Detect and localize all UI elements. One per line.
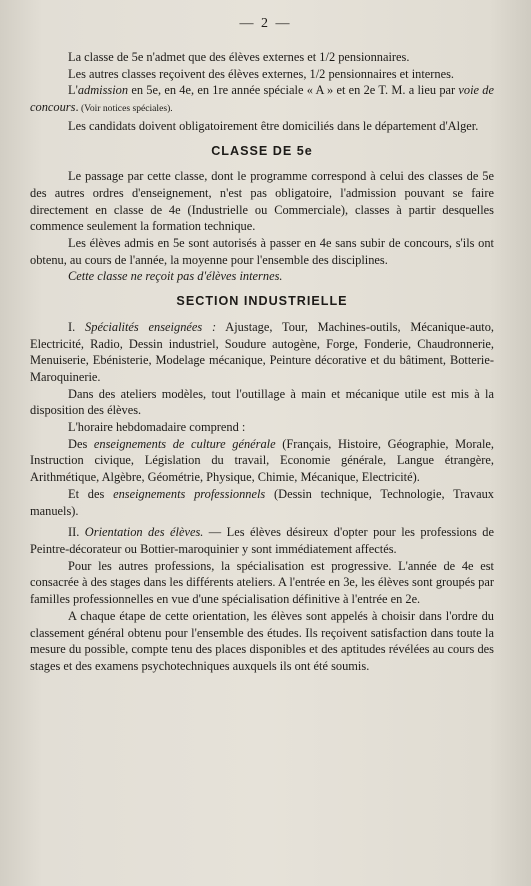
culture-term: enseignements de culture générale xyxy=(93,436,276,451)
specialites-title: Spécialités enseignées : xyxy=(85,319,217,334)
etapes-paragraph: A chaque étape de cette orientation, les élèves sont appelés à choisir dans l'ordre du classement général obtenu pour l'ensemble des études. Ils reçoivent satisfaction dans toute la mesure du possible, compte tenu des places disponibles et des aptitudes révélées au cours des stages et des examens psychotechniques auxquels ils ont été soumis. xyxy=(30,608,494,673)
orientation-number: II. xyxy=(68,525,85,540)
orientation-paragraph xyxy=(30,524,494,557)
admission-paragraph xyxy=(30,82,494,117)
classe-paragraph-2: Les élèves admis en 5e sont autorisés à passer en 4e sans subir de concours, s'ils ont obtenu, au cours de l'année, la moyenne pour l'ensemble des disciplines. xyxy=(30,236,494,267)
culture-prefix: Des xyxy=(68,436,94,451)
specialisation-paragraph: Pour les autres professions, la spécialisation est progressive. L'année de 4e est consacrée à des stages dans les différents ateliers. A l'entrée en 3e, les élèves sont groupés par familles professionnelles en vue d'une spécialisation définitive à l'entrée en 2e. xyxy=(30,558,494,607)
admission-term: admission xyxy=(77,83,129,98)
specialites-number: I. xyxy=(68,319,86,334)
heading-classe-5e: CLASSE DE 5e xyxy=(211,143,313,158)
culture-generale-paragraph xyxy=(30,436,494,486)
intro-paragraph-1: La classe de 5e n'admet que des élèves externes et 1/2 pensionnaires. xyxy=(68,50,410,64)
horaire-paragraph: L'horaire hebdomadaire comprend : xyxy=(68,420,246,435)
admission-period: . xyxy=(75,100,79,115)
page-body xyxy=(30,49,494,675)
professionnels-paragraph xyxy=(30,486,494,519)
orientation-title: Orientation des élèves. xyxy=(84,525,204,540)
professionnels-list: (Dessin technique, Technologie, Travaux manuels). xyxy=(30,486,494,518)
professionnels-term: enseignements professionnels xyxy=(113,486,266,501)
classe-paragraph-3: Cette classe ne reçoit pas d'élèves internes. xyxy=(68,269,283,284)
culture-list: (Français, Histoire, Géographie, Morale, Instruction civique, Législation du travail, Economie générale, Langue étrangère, Arithmétique, Algèbre, Géométrie, Physique, Chimie, Mécanique, Electricité). xyxy=(30,436,494,485)
ateliers-paragraph: Dans des ateliers modèles, tout l'outillage à main et mécanique utile est mis à la disposition des élèves. xyxy=(30,386,494,418)
heading-section-industrielle: SECTION INDUSTRIELLE xyxy=(176,294,348,309)
classe-paragraph-1: Le passage par cette classe, dont le programme correspond à celui des classes de 5e des autres ordres d'enseignement, n'est pas obligatoire, l'admission pouvant se faire directement en classe de 4e (Industrielle ou Commerciale), classes à partir desquelles commence seulement la formation technique. xyxy=(30,169,494,234)
specialites-paragraph xyxy=(30,319,494,386)
domicile-paragraph: Les candidats doivent obligatoirement être domiciliés dans le département d'Alger. xyxy=(68,118,479,133)
concours-term: voie de concours xyxy=(30,83,494,115)
admission-prefix: L' xyxy=(68,83,78,98)
page-number: — 2 — xyxy=(239,16,292,31)
professionnels-prefix: Et des xyxy=(68,486,114,501)
specialites-list: Ajustage, Tour, Machines-outils, Mécanique-auto, Electricité, Radio, Dessin industriel, Soudure autogène, Forge, Fonderie, Chaudronnerie, Menuiserie, Ebénisterie, Modelage mécanique, Peinture décorative et du bâtiment, Botterie-Maroquinerie. xyxy=(30,319,495,384)
intro-paragraph-2: Les autres classes reçoivent des élèves externes, 1/2 pensionnaires et internes. xyxy=(68,66,455,81)
orientation-text: — Les élèves désireux d'opter pour les professions de Peintre-décorateur ou Bottier-maroquinier y sont immédiatement affectés. xyxy=(30,525,495,556)
admission-text: en 5e, en 4e, en 1re année spéciale « A » et en 2e T. M. a lieu par xyxy=(128,83,459,98)
notices-note: (Voir notices spéciales). xyxy=(78,103,173,115)
